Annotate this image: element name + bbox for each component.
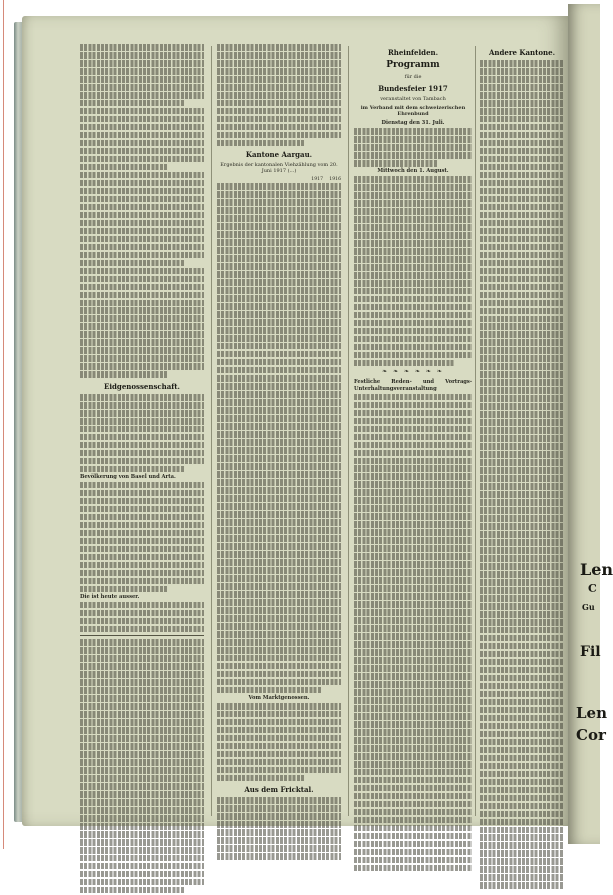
scan-margin-line [3, 0, 4, 849]
paragraph-head: Die ist heute ausser. [80, 593, 140, 600]
table-caption: Ergebnis der kantonalen Viehzählung vom 20. Juni 1917 (...) [220, 162, 338, 175]
section-title-kanton-aargau: Kantone Aargau. [245, 150, 313, 160]
event-sub: veranstaltet von Tambach [380, 96, 446, 102]
ornament-divider: ❧ ❧ ❧ ❧ ❧ ❧ [382, 368, 444, 376]
column-rule [211, 46, 212, 816]
date-heading: Mittwoch den 1. August. [377, 168, 449, 175]
column-3 [354, 44, 472, 873]
date-heading: Dienstag den 31. Juli. [381, 120, 445, 126]
program-title: Programm [386, 60, 440, 70]
year-header: 1916 [329, 177, 341, 183]
section-title-rheinfelden: Rheinfelden. [387, 48, 439, 57]
column-rule [348, 46, 349, 816]
section-title-fricktal: Aus dem Fricktal. [244, 785, 314, 795]
column-2 [217, 44, 341, 861]
ad-fragment: Fil [580, 644, 601, 660]
section-title-andere-kantone: Andere Kantone. [488, 48, 556, 57]
event-title: Bundesfeier 1917 [378, 84, 448, 93]
paragraph-head: Festliche Reden- und Vortrags-Unterhaltungsveranstaltung [354, 378, 472, 392]
section-title-eidgenossenschaft: Eidgenossenschaft. [104, 381, 180, 391]
newspaper-page [22, 16, 570, 826]
ad-fragment: Len [576, 704, 607, 722]
ad-fragment: Cor [576, 726, 606, 744]
subheading: Vom Marktgenossen. [248, 694, 310, 701]
ad-fragment: Gu [582, 602, 595, 612]
event-sub-2: im Verband mit dem schweizerischen Ehrenbund [360, 105, 466, 117]
year-header: 1917 [311, 177, 323, 183]
livestock-table [217, 177, 341, 373]
program-sub: für die [404, 74, 422, 80]
ad-fragment: Len [580, 560, 613, 579]
paragraph-head: Bevölkerung von Basel und Arta. [80, 473, 176, 480]
column-4 [480, 44, 564, 890]
next-page-edge [568, 4, 613, 844]
column-rule [475, 46, 476, 816]
ad-fragment: C [588, 582, 597, 595]
column-1 [80, 44, 204, 895]
